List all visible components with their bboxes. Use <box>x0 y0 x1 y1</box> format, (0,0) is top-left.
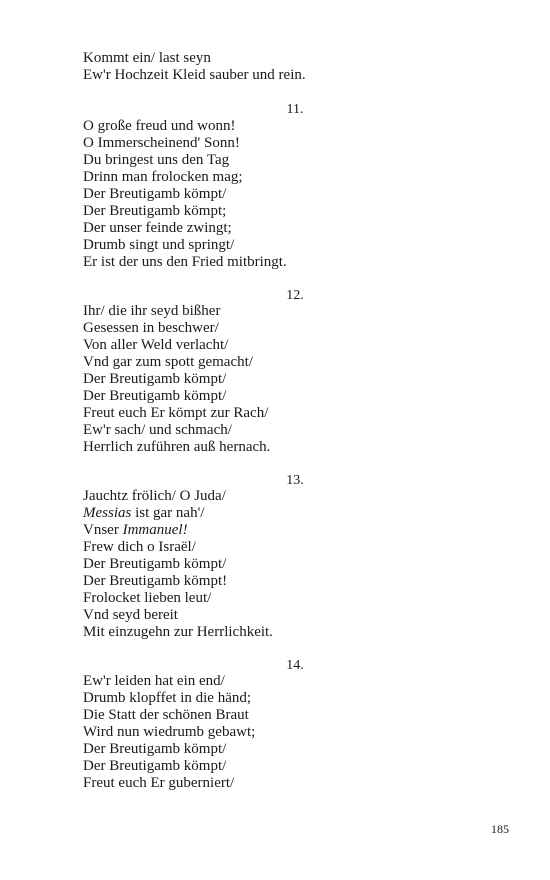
stanza-10-tail <box>83 50 503 84</box>
verse-line <box>83 505 503 522</box>
verse-line: Drinn man frolocken mag; <box>83 169 243 185</box>
verse-line: Der Breutigamb kömpt! <box>83 573 228 589</box>
verse-line: Der Breutigamb kömpt/ <box>83 371 227 387</box>
verse-line: Der Breutigamb kömpt/ <box>83 388 227 404</box>
verse-line: Der Breutigamb kömpt/ <box>83 556 227 572</box>
verse-line: Kommt ein/ last seyn <box>83 50 211 66</box>
stanza-number-12: 12. <box>286 288 304 303</box>
verse-line: Der Breutigamb kömpt; <box>83 203 227 219</box>
stanza-12 <box>83 303 503 456</box>
verse-line: O Immerscheinend' Sonn! <box>83 135 240 151</box>
verse-line: Der Breutigamb kömpt/ <box>83 758 227 774</box>
stanza-13 <box>83 488 503 641</box>
page-number: 185 <box>491 822 509 836</box>
italic-word: Immanuel! <box>122 522 188 538</box>
verse-line: Er ist der uns den Fried mitbringt. <box>83 254 287 270</box>
verse-line <box>83 522 503 539</box>
verse-line: Frew dich o Israël/ <box>83 539 196 555</box>
stanza-14 <box>83 673 503 792</box>
stanza-number-14: 14. <box>286 658 304 673</box>
verse-line-lead: Vnser <box>83 522 123 538</box>
verse-line: Freut euch Er kömpt zur Rach/ <box>83 405 269 421</box>
verse-line: Der Breutigamb kömpt/ <box>83 741 227 757</box>
verse-line: Mit einzugehn zur Herrlichkeit. <box>83 624 273 640</box>
stanza-11 <box>83 118 503 271</box>
verse-line-rest: ist gar nah'/ <box>131 505 205 521</box>
verse-line: Ihr/ die ihr seyd bißher <box>83 303 221 319</box>
verse-line: Der Breutigamb kömpt/ <box>83 186 227 202</box>
verse-line: Wird nun wiedrumb gebawt; <box>83 724 256 740</box>
verse-line: Ew'r Hochzeit Kleid sauber und rein. <box>83 67 306 83</box>
verse-line: Ew'r sach/ und schmach/ <box>83 422 232 438</box>
stanza-number-11: 11. <box>286 102 304 117</box>
verse-line: Herrlich zuführen auß hernach. <box>83 439 271 455</box>
verse-line: Ew'r leiden hat ein end/ <box>83 673 225 689</box>
verse-line: Freut euch Er guberniert/ <box>83 775 235 791</box>
verse-line: Drumb klopffet in die händ; <box>83 690 252 706</box>
verse-line: Vnd seyd bereit <box>83 607 178 623</box>
verse-line: Frolocket lieben leut/ <box>83 590 212 606</box>
verse-line: Du bringest uns den Tag <box>83 152 230 168</box>
verse-line: Gesessen in beschwer/ <box>83 320 219 336</box>
verse-line: Drumb singt und springt/ <box>83 237 235 253</box>
verse-line: Vnd gar zum spott gemacht/ <box>83 354 253 370</box>
verse-line: Der unser feinde zwingt; <box>83 220 232 236</box>
verse-line: Jauchtz frölich/ O Juda/ <box>83 488 226 504</box>
verse-line: Von aller Weld verlacht/ <box>83 337 229 353</box>
verse-line: O große freud und wonn! <box>83 118 236 134</box>
stanza-number-13: 13. <box>286 473 304 488</box>
verse-line: Die Statt der schönen Braut <box>83 707 249 723</box>
italic-word: Messias <box>83 505 132 521</box>
